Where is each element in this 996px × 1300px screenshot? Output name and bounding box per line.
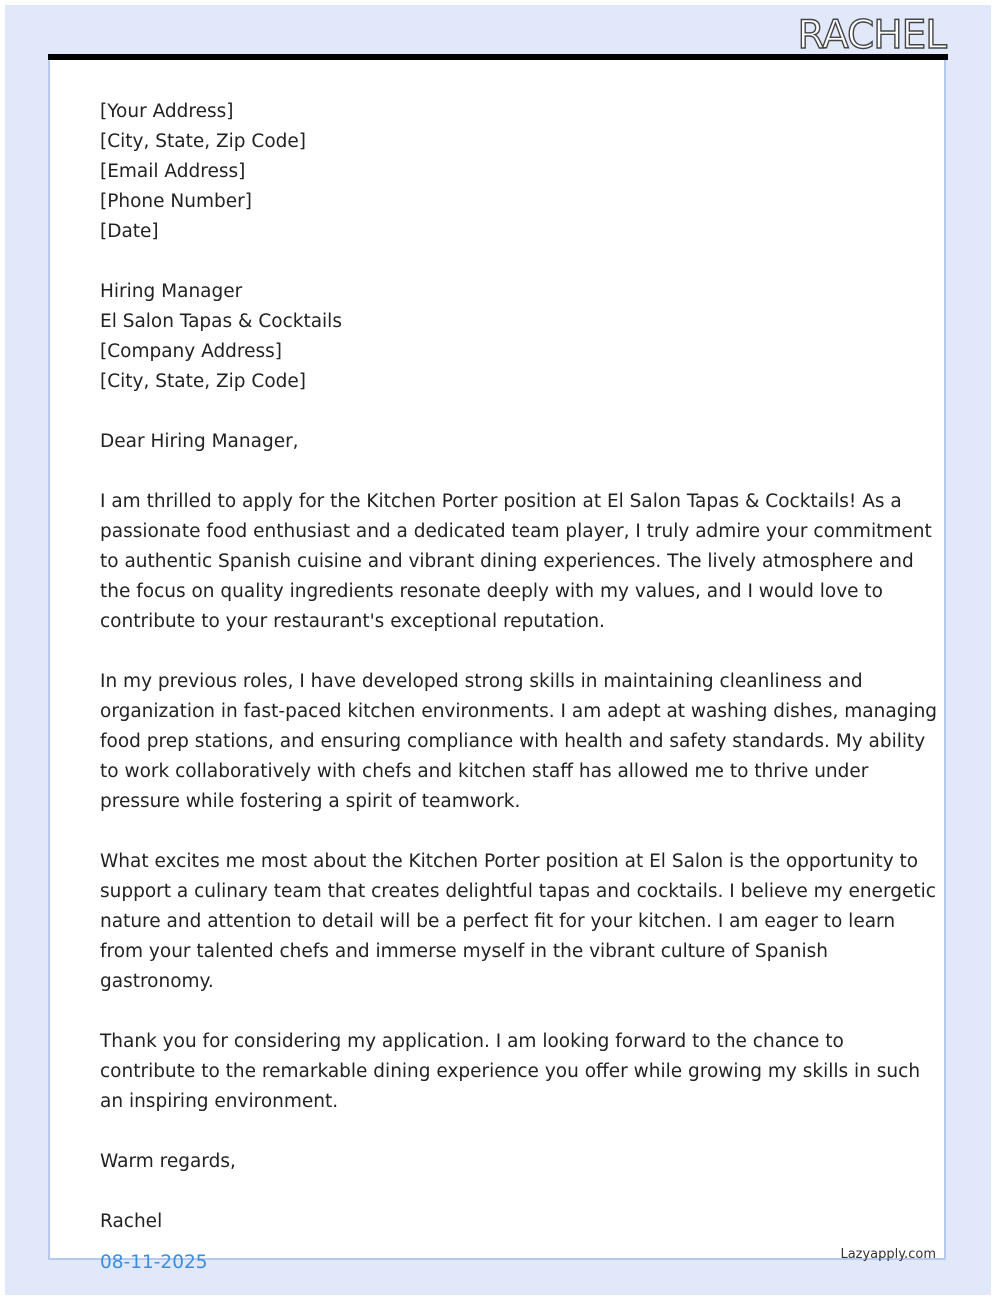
sender-city-state-zip: [City, State, Zip Code] <box>100 131 306 152</box>
footer-date: 08-11-2025 <box>100 1252 208 1273</box>
paragraph-line: I am thrilled to apply for the Kitchen Porter position at El Salon Tapas & Cocktails! As a <box>100 491 902 512</box>
sender-block <box>100 97 900 247</box>
letter-body <box>100 97 938 1237</box>
paragraph-line: passionate food enthusiast and a dedicated team player, I truly admire your commitment <box>100 521 932 542</box>
paragraph-3 <box>100 847 936 997</box>
paragraph-line: the focus on quality ingredients resonate deeply with my values, and I would love to <box>100 581 883 602</box>
paragraph-2 <box>100 667 938 817</box>
recipient-address: [Company Address] <box>100 341 283 362</box>
paragraph-line: to work collaboratively with chefs and kitchen staff has allowed me to thrive under <box>100 761 869 782</box>
paragraph-line: contribute to the remarkable dining experience you offer while growing my skills in such <box>100 1061 921 1082</box>
header-name: RACHEL <box>797 13 946 58</box>
paragraph-line: food prep stations, and ensuring compliance with health and safety standards. My ability <box>100 731 926 752</box>
recipient-city-state-zip: [City, State, Zip Code] <box>100 371 306 392</box>
paragraph-line: contribute to your restaurant's exceptional reputation. <box>100 611 605 632</box>
paragraph-1 <box>100 487 932 637</box>
paragraph-line: gastronomy. <box>100 971 214 992</box>
paragraph-line: What excites me most about the Kitchen Porter position at El Salon is the opportunity to <box>100 851 919 872</box>
paragraph-line: nature and attention to detail will be a perfect fit for your kitchen. I am eager to learn <box>100 911 896 932</box>
paragraph-line: an inspiring environment. <box>100 1091 339 1112</box>
sender-address: [Your Address] <box>100 101 234 122</box>
recipient-block <box>100 277 900 397</box>
paragraph-line: In my previous roles, I have developed strong skills in maintaining cleanliness and <box>100 671 863 692</box>
sender-date: [Date] <box>100 221 159 242</box>
recipient-title: Hiring Manager <box>100 281 243 302</box>
paragraph-line: from your talented chefs and immerse myself in the vibrant culture of Spanish <box>100 941 828 962</box>
paragraph-line: support a culinary team that creates delightful tapas and cocktails. I believe my energetic <box>100 881 936 902</box>
paragraph-line: pressure while fostering a spirit of teamwork. <box>100 791 521 812</box>
watermark-link[interactable]: Lazyapply.com <box>840 1247 936 1262</box>
closing: Warm regards, <box>100 1151 236 1172</box>
sender-phone: [Phone Number] <box>100 191 252 212</box>
salutation: Dear Hiring Manager, <box>100 431 299 452</box>
sender-email: [Email Address] <box>100 161 246 182</box>
paragraph-line: organization in fast-paced kitchen environments. I am adept at washing dishes, managing <box>100 701 938 722</box>
paragraph-line: Thank you for considering my application. I am looking forward to the chance to <box>100 1031 844 1052</box>
recipient-company: El Salon Tapas & Cocktails <box>100 311 342 332</box>
paragraph-4 <box>100 1027 921 1117</box>
signature: Rachel <box>100 1211 163 1232</box>
paragraph-line: to authentic Spanish cuisine and vibrant dining experiences. The lively atmosphere and <box>100 551 914 572</box>
